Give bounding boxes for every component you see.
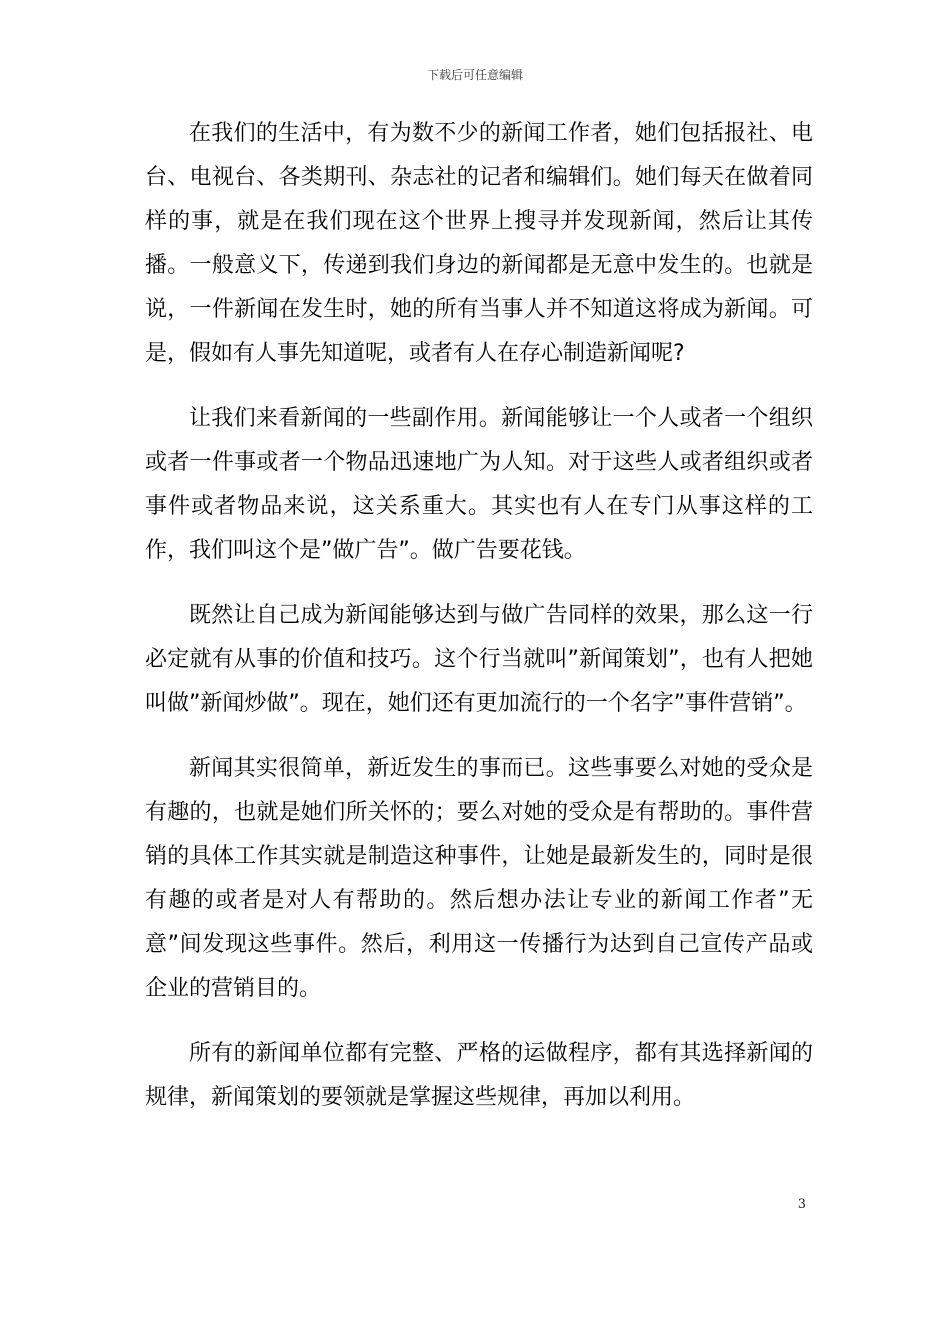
paragraph-3: 既然让自己成为新闻能够达到与做广告同样的效果，那么这一行必定就有从事的价值和技巧。这个行当就叫”新闻策划”，也有人把她叫做”新闻炒做”。现在，她们还有更加流行的一个名字”事件营销”。 [145,603,813,716]
document-body [145,112,813,1141]
paragraph-2: 让我们来看新闻的一些副作用。新闻能够让一个人或者一个组织或者一件事或者一个物品迅速地广为人知。对于这些人或者组织或者事件或者物品来说，这关系重大。其实也有人在专门从事这样的工作，我们叫这个是”做广告”。做广告要花钱。 [145,406,813,563]
paragraph-4: 新闻其实很简单，新近发生的事而已。这些事要么对她的受众是有趣的，也就是她们所关怀的；要么对她的受众是有帮助的。事件营销的具体工作其实就是制造这种事件，让她是最新发生的，同时是很有趣的或者是对人有帮助的。然后想办法让专业的新闻工作者”无意”间发现这些事件。然后，利用这一传播行为达到自己宣传产品或企业的营销目的。 [145,756,813,1001]
page-header: 下载后可任意编辑 [426,68,523,82]
paragraph-5: 所有的新闻单位都有完整、严格的运做程序，都有其选择新闻的规律，新闻策划的要领就是掌握这些规律，再加以利用。 [145,1041,813,1110]
paragraph-1: 在我们的生活中，有为数不少的新闻工作者，她们包括报社、电台、电视台、各类期刊、杂志社的记者和编辑们。她们每天在做着同样的事，就是在我们现在这个世界上搜寻并发现新闻，然后让其传播。一般意义下，传递到我们身边的新闻都是无意中发生的。也就是说，一件新闻在发生时，她的所有当事人并不知道这将成为新闻。可是，假如有人事先知道呢，或者有人在存心制造新闻呢? [145,121,813,366]
page-number: 3 [797,1197,806,1212]
